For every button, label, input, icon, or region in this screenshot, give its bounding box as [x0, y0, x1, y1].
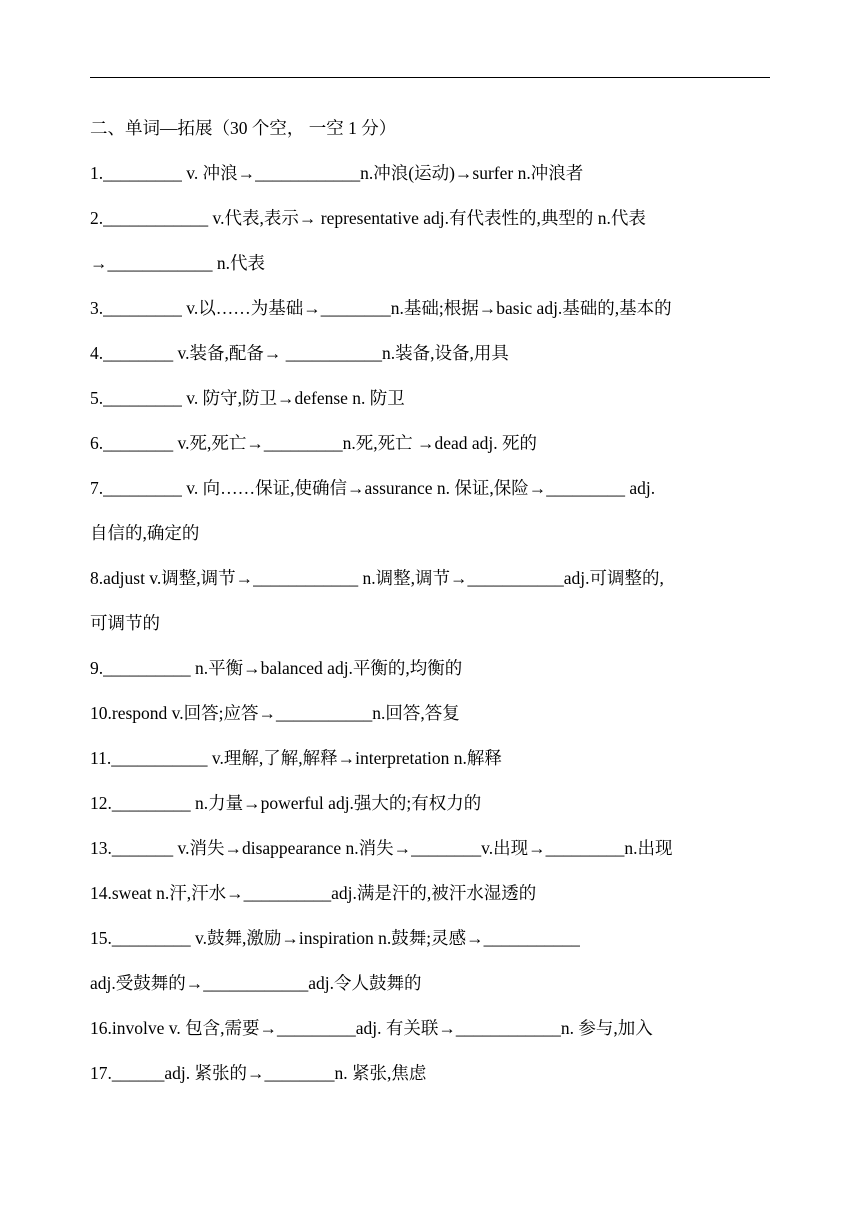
section-heading: 二、单词—拓展（30 个空， 一空 1 分）: [90, 118, 397, 138]
exercise-line: 6.________ v.死,死亡→_________n.死,死亡 →dead adj. 死的: [90, 433, 538, 453]
exercise-line: 1._________ v. 冲浪→____________n.冲浪(运动)→surfer n.冲浪者: [90, 163, 584, 183]
header-rule: [90, 77, 770, 78]
exercise-line: 5._________ v. 防守,防卫→defense n. 防卫: [90, 388, 405, 408]
exercise-line: 15._________ v.鼓舞,激励→inspiration n.鼓舞;灵感→___________: [90, 928, 580, 948]
exercise-line: 9.__________ n.平衡→balanced adj.平衡的,均衡的: [90, 658, 463, 678]
exercise-line: 可调节的: [90, 613, 160, 633]
exercise-line: 16.involve v. 包含,需要→_________adj. 有关联→____________n. 参与,加入: [90, 1018, 653, 1038]
exercise-line: 14.sweat n.汗,汗水→__________adj.满是汗的,被汗水湿透的: [90, 883, 537, 903]
exercise-line: 17.______adj. 紧张的→________n. 紧张,焦虑: [90, 1063, 427, 1083]
exercise-line: 7._________ v. 向……保证,使确信→assurance n. 保证,保险→_________ adj.: [90, 478, 656, 498]
exercise-line: 4.________ v.装备,配备→ ___________n.装备,设备,用具: [90, 343, 509, 363]
exercise-content: [90, 113, 774, 1103]
exercise-line: adj.受鼓舞的→____________adj.令人鼓舞的: [90, 973, 422, 993]
exercise-line: 自信的,确定的: [90, 523, 200, 543]
exercise-line: 3._________ v.以……为基础→________n.基础;根据→basic adj.基础的,基本的: [90, 298, 672, 318]
exercise-line: 12._________ n.力量→powerful adj.强大的;有权力的: [90, 793, 482, 813]
exercise-line: 2.____________ v.代表,表示→ representative adj.有代表性的,典型的 n.代表: [90, 208, 646, 228]
exercise-line: →____________ n.代表: [90, 253, 265, 273]
exercise-line: 11.___________ v.理解,了解,解释→interpretation n.解释: [90, 748, 502, 768]
exercise-line: 10.respond v.回答;应答→___________n.回答,答复: [90, 703, 460, 723]
exercise-line: 8.adjust v.调整,调节→____________ n.调整,调节→___________adj.可调整的,: [90, 568, 664, 588]
exercise-line: 13._______ v.消失→disappearance n.消失→________v.出现→_________n.出现: [90, 838, 673, 858]
